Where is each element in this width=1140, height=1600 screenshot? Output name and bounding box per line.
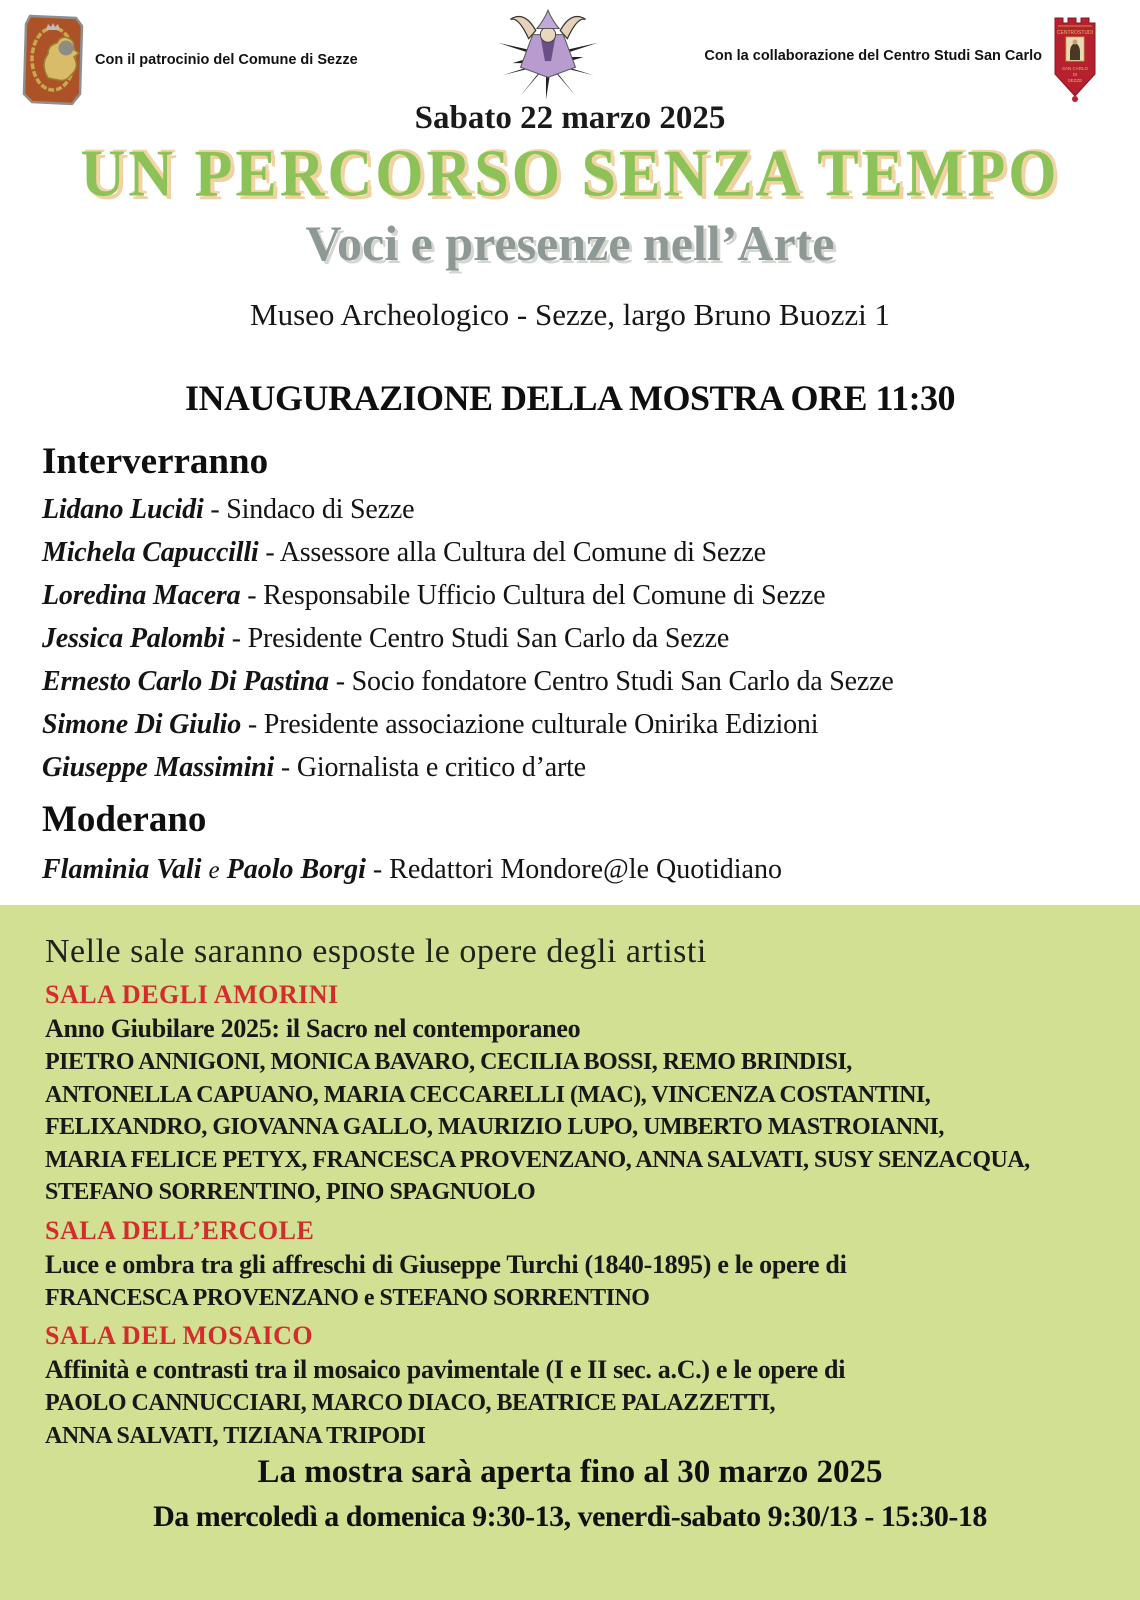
comune-di-sezze-crest-icon	[22, 14, 84, 106]
speaker-name: Lidano Lucidi	[42, 494, 204, 525]
speaker-name: Simone Di Giulio	[42, 709, 242, 740]
artist-line: ANTONELLA CAPUANO, MARIA CECCARELLI (MAC), VINCENZA COSTANTINI,	[45, 1081, 931, 1108]
speaker-name: Loredina Macera	[42, 580, 241, 611]
centro-studi-san-carlo-banner-icon	[1052, 12, 1098, 112]
moderator-role: - Redattori Mondore@le Quotidiano	[372, 854, 782, 885]
banner-line3-text: SEZZE	[1067, 78, 1083, 83]
speaker-row	[42, 746, 1102, 789]
speaker-row	[42, 660, 1102, 703]
artist-line: STEFANO SORRENTINO, PINO SPAGNUOLO	[45, 1179, 536, 1205]
banner-title-text: CENTROSTUDI	[1056, 30, 1094, 36]
speaker-name: Michela Capuccilli	[42, 537, 259, 568]
room-title: SALA DEL MOSAICO	[45, 1321, 314, 1350]
exhibition-heading: Nelle sale saranno esposte le opere degli artisti	[45, 933, 707, 970]
moderator-row	[42, 848, 782, 892]
room-sala-dell-ercole	[45, 1214, 1095, 1315]
onirika-wizard-emblem-icon	[492, 6, 604, 108]
banner-line2-text: DI	[1072, 72, 1078, 77]
speaker-row	[42, 617, 1102, 660]
moderators-heading: Moderano	[42, 799, 207, 840]
artist-line: ANNA SALVATI, TIZIANA TRIPODI	[45, 1422, 426, 1449]
artist-line: FELIXANDRO, GIOVANNA GALLO, MAURIZIO LUPO, UMBERTO MASTROIANNI,	[45, 1114, 944, 1140]
speaker-name: Ernesto Carlo Di Pastina	[42, 666, 329, 697]
artist-line: PAOLO CANNUCCIARI, MARCO DIACO, BEATRICE PALAZZETTI,	[45, 1390, 776, 1416]
room-description: Luce e ombra tra gli affreschi di Giuseppe Turchi (1840-1895) e le opere di	[45, 1249, 847, 1279]
closing-dates-line: La mostra sarà aperta fino al 30 marzo 2025	[257, 1454, 883, 1490]
speaker-name: Giuseppe Massimini	[42, 752, 275, 783]
artist-line: PIETRO ANNIGONI, MONICA BAVARO, CECILIA BOSSI, REMO BRINDISI,	[45, 1049, 852, 1075]
speaker-role: - Responsabile Ufficio Cultura del Comune di Sezze	[247, 580, 826, 611]
speaker-row	[42, 703, 1102, 746]
event-date: Sabato 22 marzo 2025	[414, 100, 726, 136]
speaker-role: - Sindaco di Sezze	[210, 494, 415, 525]
event-title: UN PERCORSO SENZA TEMPO	[80, 137, 1060, 211]
speaker-role: - Presidente Centro Studi San Carlo da Sezze	[231, 623, 730, 654]
speakers-heading: Interverranno	[42, 441, 269, 482]
speaker-role: - Giornalista e critico d’arte	[280, 752, 586, 783]
exhibition-panel	[0, 905, 1140, 1600]
artist-line: MARIA FELICE PETYX, FRANCESCA PROVENZANO, ANNA SALVATI, SUSY SENZACQUA,	[45, 1146, 1030, 1173]
right-credit-text: Con la collaborazione del Centro Studi San Carlo	[704, 48, 1042, 64]
speaker-role: - Presidente associazione culturale Onirika Edizioni	[247, 709, 819, 740]
room-description: Anno Giubilare 2025: il Sacro nel contemporaneo	[45, 1014, 581, 1043]
artist-line: FRANCESCA PROVENZANO e STEFANO SORRENTINO	[45, 1284, 650, 1311]
event-subtitle: Voci e presenze nell’Arte	[305, 215, 835, 271]
moderator-name: Flaminia Vali	[42, 854, 202, 885]
moderator-name: Paolo Borgi	[226, 854, 366, 885]
room-description: Affinità e contrasti tra il mosaico pavimentale (I e II sec. a.C.) e le opere di	[45, 1355, 846, 1384]
room-title: SALA DEGLI AMORINI	[45, 980, 339, 1009]
speaker-row	[42, 574, 1102, 617]
moderator-conjunction: e	[208, 857, 220, 884]
opening-announcement: INAUGURAZIONE DELLA MOSTRA ORE 11:30	[184, 378, 956, 418]
speaker-row	[42, 488, 1102, 531]
left-credit-text: Con il patrocinio del Comune di Sezze	[95, 52, 358, 68]
speaker-name: Jessica Palombi	[42, 623, 225, 654]
closing-hours-line: Da mercoledì a domenica 9:30-13, venerdì-sabato 9:30/13 - 15:30-18	[153, 1500, 987, 1533]
room-sala-del-mosaico	[45, 1319, 1095, 1452]
speaker-role: - Assessore alla Cultura del Comune di Sezze	[265, 537, 766, 568]
room-sala-degli-amorini	[45, 978, 1095, 1209]
event-venue: Museo Archeologico - Sezze, largo Bruno Buozzi 1	[250, 297, 890, 332]
speaker-role: - Socio fondatore Centro Studi San Carlo da Sezze	[335, 666, 894, 697]
speakers-list	[42, 488, 1102, 789]
room-title: SALA DELL’ERCOLE	[45, 1215, 315, 1245]
banner-line1-text: SAN CARLO	[1061, 66, 1089, 71]
speaker-row	[42, 531, 1102, 574]
